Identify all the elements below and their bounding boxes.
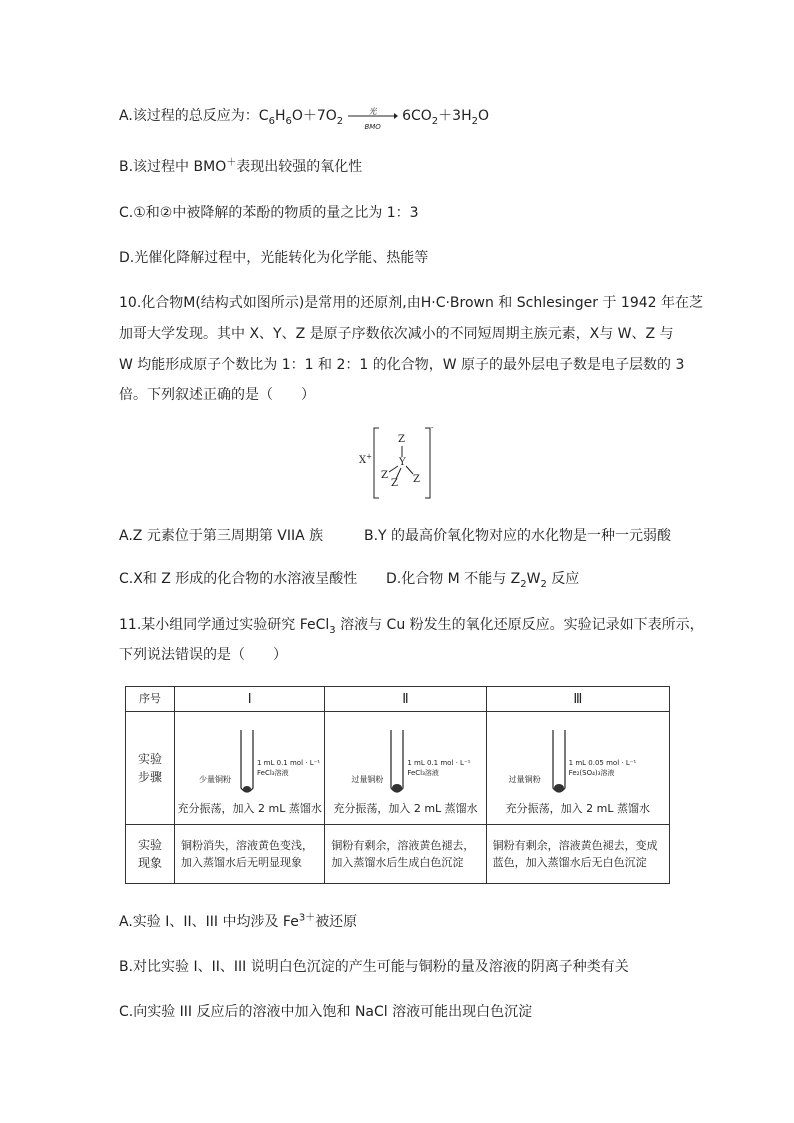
text: 实验现象 — [137, 838, 162, 870]
table-row-steps — [126, 712, 670, 825]
table-header-cell: Ⅲ — [486, 687, 669, 712]
sup: + — [366, 452, 372, 461]
tube-label-right — [407, 758, 470, 778]
text: B.该过程中 BMO — [119, 159, 227, 175]
q11-stem-line1 — [119, 615, 704, 635]
atom-z-top: Z — [398, 434, 405, 445]
step-caption: 充分振荡，加入 2 mL 蒸馏水 — [333, 802, 478, 815]
q9-option-a — [119, 106, 489, 131]
experiment-table — [125, 686, 670, 884]
text: 11.某小组同学通过实验研究 FeCl — [119, 617, 330, 633]
q10-stem-line4: 倍。下列叙述正确的是（ ） — [119, 387, 315, 403]
observation-cell-1: 铜粉消失，溶液黄色变浅，加入蒸馏水后无明显现象 — [175, 825, 325, 884]
atom-z-left: Z — [381, 470, 388, 481]
test-tube-icon — [387, 730, 407, 796]
observation-cell-3: 铜粉有剩余，溶液黄色褪去，变成蓝色，加入蒸馏水后无白色沉淀 — [486, 825, 669, 884]
q10-stem-line3: W 均能形成原子个数比为 1：1 和 2：1 的化合物，W 原子的最外层电子数是电子层数的 3 — [119, 357, 685, 373]
q11-option-a — [119, 912, 357, 932]
table-header-cell: Ⅰ — [175, 687, 325, 712]
text: H — [274, 108, 286, 124]
test-tube-icon — [237, 730, 257, 796]
text: 被还原 — [315, 914, 358, 930]
step-caption: 充分振荡，加入 2 mL 蒸馏水 — [505, 802, 650, 815]
sub: 2 — [471, 115, 478, 127]
text: 溶液与 Cu 粉发生的氧化还原反应。实验记录如下表所示， — [335, 617, 704, 633]
sub: 6 — [268, 115, 275, 127]
sub: 2 — [540, 578, 547, 590]
q11-stem-line2: 下列说法错误的是（ ） — [119, 647, 287, 663]
text: 表现出较强的氧化性 — [236, 159, 363, 175]
q10-option-b: B.Y 的最高价氧化物对应的水化物是一种一元弱酸 — [364, 528, 672, 544]
tube-label-left: 过量铜粉 — [508, 775, 541, 784]
ion-charge: - — [431, 424, 434, 432]
text: D.化合物 M 不能与 Z — [386, 571, 521, 587]
atom-z-right: Z — [413, 474, 420, 485]
text: A.该过程的总反应为：C — [119, 108, 269, 124]
atom-z-bottom: Z — [391, 478, 398, 489]
sup: 3＋ — [298, 912, 316, 924]
sub: 2 — [520, 578, 527, 590]
q10-option-d — [386, 569, 579, 589]
text: 1 mL 0.05 mol · L⁻¹ — [568, 759, 637, 767]
step-caption: 充分振荡，加入 2 mL 蒸馏水 — [177, 802, 322, 815]
sub: 2 — [431, 115, 439, 127]
step-cell-2 — [325, 712, 486, 825]
test-tube-icon — [549, 730, 569, 796]
step-cell-3 — [486, 712, 669, 825]
q11-option-c: C.向实验 III 反应后的溶液中加入饱和 NaCl 溶液可能出现白色沉淀 — [119, 1004, 533, 1020]
text: FeCl₃溶液 — [257, 769, 289, 777]
text: FeCl₃溶液 — [407, 769, 439, 777]
text: A.实验 I、II、III 中均涉及 Fe — [119, 914, 299, 930]
table-row-observations — [126, 825, 670, 884]
sub: 3 — [329, 624, 336, 636]
tube-label-right — [257, 758, 320, 778]
q10-option-c: C.X和 Z 形成的化合物的水溶液呈酸性 — [119, 571, 358, 587]
sub: 2 — [336, 115, 344, 127]
text: Fe₂(SO₄)₃溶液 — [568, 769, 615, 777]
text: O＋7O — [291, 108, 337, 124]
text: 1 mL 0.1 mol · L⁻¹ — [257, 759, 321, 767]
text: ＋3H — [438, 108, 472, 124]
table-header-cell: 序号 — [126, 687, 175, 712]
q11-option-b: B.对比实验 I、II、III 说明白色沉淀的产生可能与铜粉的量及溶液的阴离子种类有关 — [119, 959, 629, 975]
q9-option-d: D.光催化降解过程中，光能转化为化学能、热能等 — [119, 250, 429, 266]
text: 6CO — [402, 108, 432, 124]
table-header-cell: Ⅱ — [325, 687, 486, 712]
q9-option-b — [119, 157, 362, 177]
structure-diagram — [355, 424, 445, 502]
text: 实验步骤 — [137, 752, 162, 784]
sub: 6 — [285, 115, 292, 127]
observation-cell-2: 铜粉有剩余，溶液黄色褪去，加入蒸馏水后生成白色沉淀 — [325, 825, 486, 884]
q10-stem-line2: 加哥大学发现。其中 X、Y、Z 是原子序数依次减小的不同短周期主族元素，X与 W、Z 与 — [119, 326, 674, 342]
text: 1 mL 0.1 mol · L⁻¹ — [407, 759, 471, 767]
atom-y: Y — [399, 457, 406, 468]
row-label-observations — [126, 825, 175, 884]
text: 反应 — [546, 571, 580, 587]
arrow-condition-bottom: BMO — [364, 123, 381, 131]
sup: ＋ — [226, 157, 237, 169]
text: X — [359, 455, 367, 466]
text: W — [526, 571, 541, 587]
reaction-arrow — [348, 106, 398, 131]
row-label-steps — [126, 712, 175, 825]
tube-label-right — [569, 758, 637, 778]
tube-label-left: 少量铜粉 — [199, 775, 231, 784]
q10-stem-line1: 10.化合物M(结构式如图所示)是常用的还原剂,由H·C·Brown 和 Schlesinger 于 1942 年在芝 — [119, 295, 704, 311]
table-header-row — [126, 687, 670, 712]
tube-label-left: 过量铜粉 — [351, 775, 384, 784]
step-cell-1 — [175, 712, 325, 825]
arrow-condition-top: 光 — [368, 107, 377, 116]
text: O — [477, 108, 489, 124]
q10-option-a: A.Z 元素位于第三周期第 VIIA 族 — [119, 528, 324, 544]
q9-option-c: C.①和②中被降解的苯酚的物质的量之比为 1：3 — [119, 205, 419, 221]
